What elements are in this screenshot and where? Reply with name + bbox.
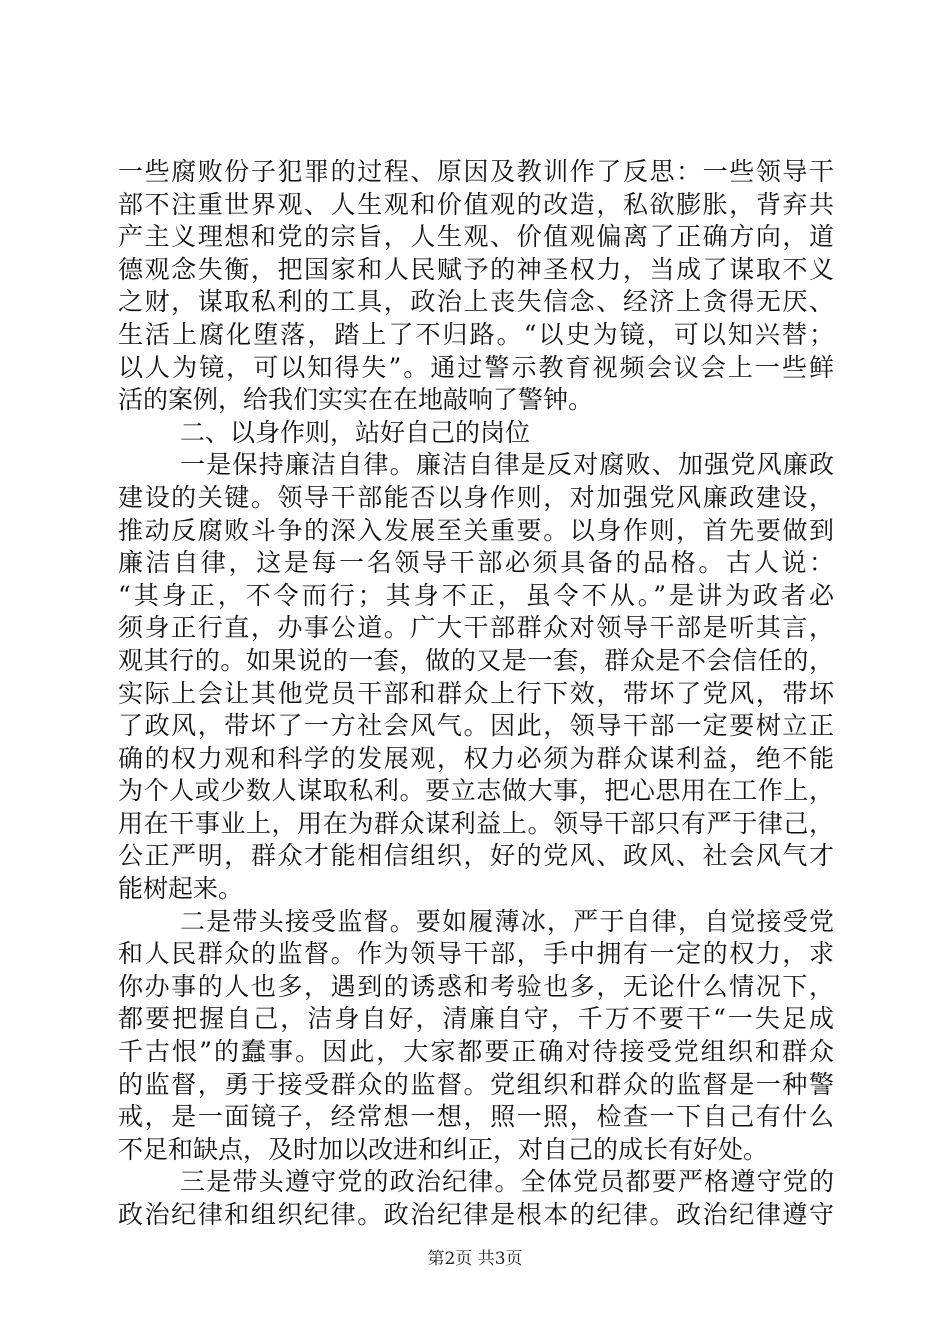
text-line: 用在干事业上，用在为群众谋利益上。领导干部只有严于律己， (118, 808, 834, 838)
text-line: “其身正，不令而行；其身不正，虽令不从。”是讲为政者必 (118, 580, 834, 610)
text-line: 戒，是一面镜子，经常想一想，照一照，检查一下自己有什么 (118, 1102, 834, 1132)
text-line: 的监督，勇于接受群众的监督。党组织和群众的监督是一种警 (118, 1069, 834, 1099)
text-line: 都要把握自己，洁身自好，清廉自守，千万不要干“一失足成 (118, 1004, 834, 1034)
text-line: 你办事的人也多，遇到的诱惑和考验也多，无论什么情况下， (118, 971, 834, 1001)
section-heading: 二、以身作则，站好自己的岗位 (180, 417, 531, 447)
text-line: 不足和缺点，及时加以改进和纠正，对自己的成长有好处。 (118, 1134, 769, 1164)
text-line: 产主义理想和党的宗旨，人生观、价值观偏离了正确方向，道 (118, 222, 834, 252)
text-line: 廉洁自律，这是每一名领导干部必须具备的品格。古人说： (118, 548, 834, 578)
text-line: 政治纪律和组织纪律。政治纪律是根本的纪律。政治纪律遵守 (118, 1200, 834, 1229)
text-line: 了政风，带坏了一方社会风气。因此，领导干部一定要树立正 (118, 711, 834, 741)
text-line: 公正严明，群众才能相信组织，好的党风、政风、社会风气才 (118, 841, 834, 871)
text-line: 建设的关键。领导干部能否以身作则，对加强党风廉政建设， (118, 482, 834, 512)
text-line: 活的案例，给我们实实在在地敲响了警钟。 (118, 385, 594, 415)
text-line: 须身正行直，办事公道。广大干部群众对领导干部是听其言， (118, 613, 834, 643)
text-line: 为个人或少数人谋取私利。要立志做大事，把心思用在工作上， (118, 776, 834, 806)
text-line: 一些腐败份子犯罪的过程、原因及教训作了反思：一些领导干 (118, 157, 834, 186)
text-line: 之财，谋取私利的工具，政治上丧失信念、经济上贪得无厌、 (118, 287, 834, 317)
text-line: 生活上腐化堕落，踏上了不归路。“以史为镜，可以知兴替； (118, 319, 834, 349)
text-line: 三是带头遵守党的政治纪律。全体党员都要严格遵守党的 (180, 1167, 834, 1197)
text-line: 一是保持廉洁自律。廉洁自律是反对腐败、加强党风廉政 (180, 450, 834, 480)
text-line: 实际上会让其他党员干部和群众上行下效，带坏了党风，带坏 (118, 678, 834, 708)
text-line: 能树起来。 (118, 874, 244, 904)
text-line: 观其行的。如果说的一套，做的又是一套，群众是不会信任的， (118, 645, 834, 675)
text-line: 部不注重世界观、人生观和价值观的改造，私欲膨胀，背弃共 (118, 189, 834, 219)
text-line: 千古恨”的蠢事。因此，大家都要正确对待接受党组织和群众 (118, 1037, 834, 1067)
page-number: 第2页 共3页 (427, 1249, 523, 1269)
text-line: 和人民群众的监督。作为领导干部，手中拥有一定的权力，求 (118, 939, 834, 969)
page-footer (0, 1244, 950, 1269)
text-line: 以人为镜，可以知得失”。通过警示教育视频会议会上一些鲜 (118, 352, 834, 382)
text-line: 二是带头接受监督。要如履薄冰，严于自律，自觉接受党 (180, 906, 834, 936)
text-line: 推动反腐败斗争的深入发展至关重要。以身作则，首先要做到 (118, 515, 834, 545)
document-body (118, 156, 834, 1232)
text-line: 确的权力观和科学的发展观，权力必须为群众谋利益，绝不能 (118, 743, 834, 773)
text-line: 德观念失衡，把国家和人民赋予的神圣权力，当成了谋取不义 (118, 254, 834, 284)
